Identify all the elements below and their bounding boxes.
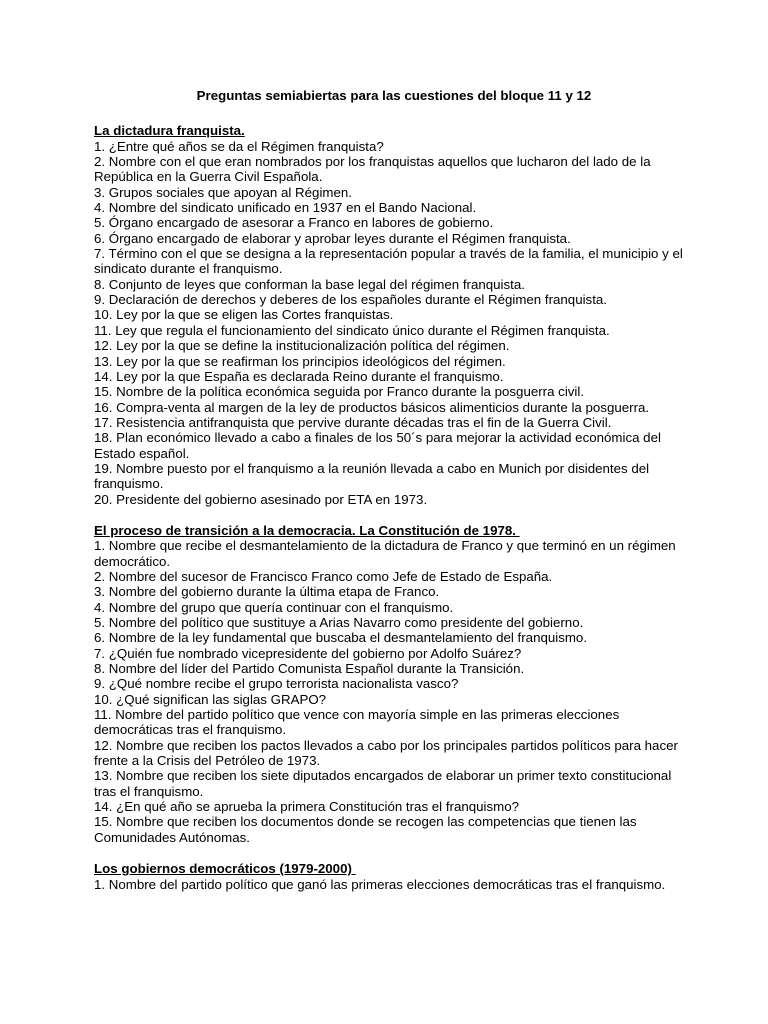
question-item: 9. Declaración de derechos y deberes de los españoles durante el Régimen franquista.	[94, 292, 607, 308]
question-item: 13. Ley por la que se reafirman los principios ideológicos del régimen.	[94, 353, 506, 369]
question-item: 8. Nombre del líder del Partido Comunista Español durante la Transición.	[94, 661, 525, 677]
question-item: 12. Ley por la que se define la institucionalización política del régimen.	[94, 338, 510, 354]
section-gobiernos-democraticos	[94, 861, 694, 892]
question-item: 10. ¿Qué significan las siglas GRAPO?	[94, 691, 327, 707]
question-item: 6. Órgano encargado de elaborar y aprobar leyes durante el Régimen franquista.	[94, 230, 571, 246]
question-item: 2. Nombre del sucesor de Francisco Franco como Jefe de Estado de España.	[94, 568, 553, 584]
question-item: 10. Ley por la que se eligen las Cortes franquistas.	[94, 307, 394, 323]
question-list	[94, 139, 694, 507]
question-item: 3. Nombre del gobierno durante la última etapa de Franco.	[94, 584, 440, 600]
question-item: 9. ¿Qué nombre recibe el grupo terrorista nacionalista vasco?	[94, 676, 459, 692]
question-item: 2. Nombre con el que eran nombrados por los franquistas aquellos que lucharon del lado de la República en la Guerra Civil Española.	[94, 154, 651, 185]
question-item: 16. Compra-venta al margen de la ley de productos básicos alimenticios durante la posguerra.	[94, 399, 650, 415]
question-item: 11. Ley que regula el funcionamiento del sindicato único durante el Régimen franquista.	[94, 322, 610, 338]
question-list	[94, 538, 694, 845]
section-heading: Los gobiernos democráticos (1979-2000)	[94, 861, 356, 877]
question-item: 8. Conjunto de leyes que conforman la base legal del régimen franquista.	[94, 276, 525, 292]
question-item: 5. Nombre del político que sustituye a Arias Navarro como presidente del gobierno.	[94, 615, 584, 630]
question-item: 15. Nombre de la política económica seguida por Franco durante la posguerra civil.	[94, 384, 585, 400]
question-item: 1. ¿Entre qué años se da el Régimen franquista?	[94, 138, 384, 154]
question-item: 6. Nombre de la ley fundamental que buscaba el desmantelamiento del franquismo.	[94, 630, 588, 646]
question-item: 7. Término con el que se designa a la representación popular a través de la familia, el municipio y el sindicato durante el franquismo.	[94, 246, 683, 277]
question-item: 18. Plan económico llevado a cabo a finales de los 50´s para mejorar la actividad económica del Estado español.	[94, 430, 661, 461]
question-item: 19. Nombre puesto por el franquismo a la reunión llevada a cabo en Munich por disidentes del franquismo.	[94, 460, 650, 492]
question-item: 5. Órgano encargado de asesorar a Franco en labores de gobierno.	[94, 215, 494, 231]
document-page	[94, 88, 694, 908]
question-item: 11. Nombre del partido político que vence con mayoría simple en las primeras elecciones democráticas tras el franquismo.	[94, 707, 620, 738]
question-item: 7. ¿Quién fue nombrado vicepresidente del gobierno por Adolfo Suárez?	[94, 645, 522, 661]
question-item: 1. Nombre del partido político que ganó las primeras elecciones democráticas tras el franquismo.	[94, 876, 666, 892]
question-item: 14. ¿En qué año se aprueba la primera Constitución tras el franquismo?	[94, 799, 520, 815]
section-transicion	[94, 523, 694, 845]
document-title: Preguntas semiabiertas para las cuestiones del bloque 11 y 12	[196, 88, 592, 103]
question-item: 20. Presidente del gobierno asesinado por ETA en 1973.	[94, 491, 428, 507]
section-heading: La dictadura franquista.	[94, 123, 245, 139]
question-item: 13. Nombre que reciben los siete diputados encargados de elaborar un primer texto constitucional tras el franquismo.	[94, 768, 672, 799]
question-item: 15. Nombre que reciben los documentos donde se recogen las competencias que tienen las Comunidades Autónomas.	[94, 814, 637, 845]
question-list	[94, 877, 694, 892]
question-item: 3. Grupos sociales que apoyan al Régimen.	[94, 184, 352, 200]
section-heading: El proceso de transición a la democracia. La Constitución de 1978.	[94, 522, 520, 538]
question-item: 4. Nombre del sindicato unificado en 1937 en el Bando Nacional.	[94, 200, 477, 216]
question-item: 1. Nombre que recibe el desmantelamiento de la dictadura de Franco y que terminó en un régimen democrático.	[94, 538, 676, 569]
question-item: 17. Resistencia antifranquista que pervive durante décadas tras el fin de la Guerra Civil.	[94, 414, 612, 430]
question-item: 14. Ley por la que España es declarada Reino durante el franquismo.	[94, 368, 504, 384]
question-item: 12. Nombre que reciben los pactos llevados a cabo por los principales partidos políticos para hacer frente a la Crisis del Petróleo de 1973.	[94, 737, 678, 769]
section-dictadura	[94, 123, 694, 507]
question-item: 4. Nombre del grupo que quería continuar con el franquismo.	[94, 599, 454, 615]
